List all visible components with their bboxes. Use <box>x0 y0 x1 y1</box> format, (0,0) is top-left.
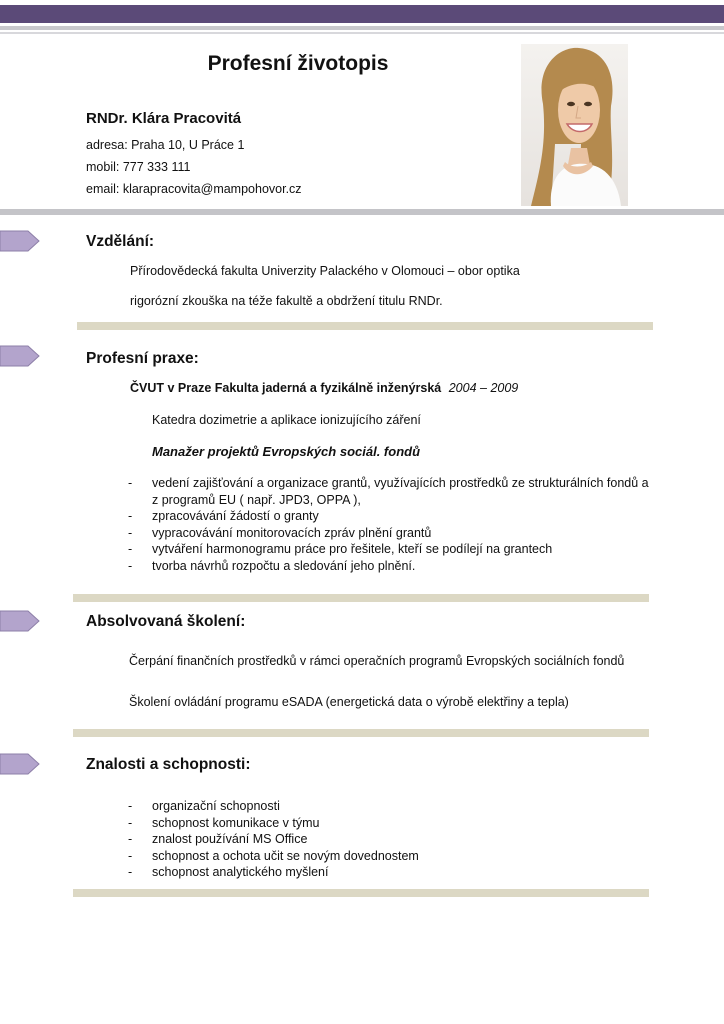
training-line-2: Školení ovládání programu eSADA (energetická data o výrobě elektřiny a tepla) <box>129 695 569 709</box>
list-item: - znalost používání MS Office <box>128 832 308 846</box>
duties-list <box>128 475 658 574</box>
list-item: - tvorba návrhů rozpočtu a sledování jeho plnění. <box>128 558 416 573</box>
person-email: email: klarapracovita@mampohovor.cz <box>86 182 302 196</box>
portrait-photo <box>521 44 628 206</box>
list-item: z programů EU ( např. JPD3, OPPA ), <box>152 492 361 507</box>
list-item: - vytváření harmonogramu práce pro řešitele, kteří se podílejí na grantech <box>128 542 553 556</box>
section-arrow-icon <box>0 610 40 632</box>
header-grey-thin-bar <box>0 32 724 34</box>
section-arrow-icon <box>0 753 40 775</box>
bullet-dash: - <box>128 815 133 830</box>
section-divider <box>73 594 649 602</box>
person-name: RNDr. Klára Pracovitá <box>86 110 242 127</box>
education-heading: Vzdělání: <box>86 233 155 250</box>
experience-heading: Profesní praxe: <box>86 350 199 367</box>
bullet-dash: - <box>128 525 133 540</box>
header-accent-bar <box>0 5 724 23</box>
bullet-dash: - <box>128 509 133 523</box>
person-mobile: mobil: 777 333 111 <box>86 160 191 174</box>
section-divider <box>77 322 653 330</box>
list-item: - schopnost a ochota učit se novým dovednostem <box>128 848 419 863</box>
section-divider <box>73 889 649 897</box>
training-line-1: Čerpání finančních prostředků v rámci operačních programů Evropských sociálních fondů <box>129 654 625 668</box>
bullet-dash: - <box>128 865 133 879</box>
position-title: Manažer projektů Evropských sociál. fondů <box>152 444 421 459</box>
list-item: - schopnost komunikace v týmu <box>128 815 320 830</box>
experience-employer-line <box>130 381 518 395</box>
employment-period: 2004 – 2009 <box>448 381 519 395</box>
bullet-dash: - <box>128 558 133 573</box>
person-address: adresa: Praha 10, U Práce 1 <box>86 138 245 152</box>
section-arrow-icon <box>0 230 40 252</box>
header-bottom-bar <box>0 209 724 215</box>
document-title: Profesní životopis <box>207 52 389 75</box>
header-grey-bar <box>0 26 724 30</box>
bullet-dash: - <box>128 476 133 490</box>
skills-list <box>128 798 528 881</box>
bullet-dash: - <box>128 799 133 813</box>
list-item: - schopnost analytického myšlení <box>128 865 329 879</box>
bullet-dash: - <box>128 542 133 556</box>
list-item: - vypracovávání monitorovacích zpráv plnění grantů <box>128 525 432 540</box>
list-item: - organizační schopnosti <box>128 799 280 813</box>
employer-name: ČVUT v Praze Fakulta jaderná a fyzikálně inženýrská <box>130 381 442 395</box>
section-arrow-icon <box>0 345 40 367</box>
education-line-2: rigorózní zkouška na téže fakultě a obdržení titulu RNDr. <box>130 294 443 308</box>
list-item: - zpracovávání žádostí o granty <box>128 509 319 523</box>
skills-heading: Znalosti a schopnosti: <box>86 756 251 773</box>
list-item: - vedení zajišťování a organizace grantů, využívajících prostředků ze strukturálních fondů a <box>128 476 649 490</box>
section-divider <box>73 729 649 737</box>
department-name: Katedra dozimetrie a aplikace ionizujícího záření <box>152 413 421 427</box>
education-line-1: Přírodovědecká fakulta Univerzity Palackého v Olomouci – obor optika <box>130 264 520 278</box>
bullet-dash: - <box>128 848 133 863</box>
bullet-dash: - <box>128 832 133 846</box>
training-heading: Absolvovaná školení: <box>86 613 246 630</box>
